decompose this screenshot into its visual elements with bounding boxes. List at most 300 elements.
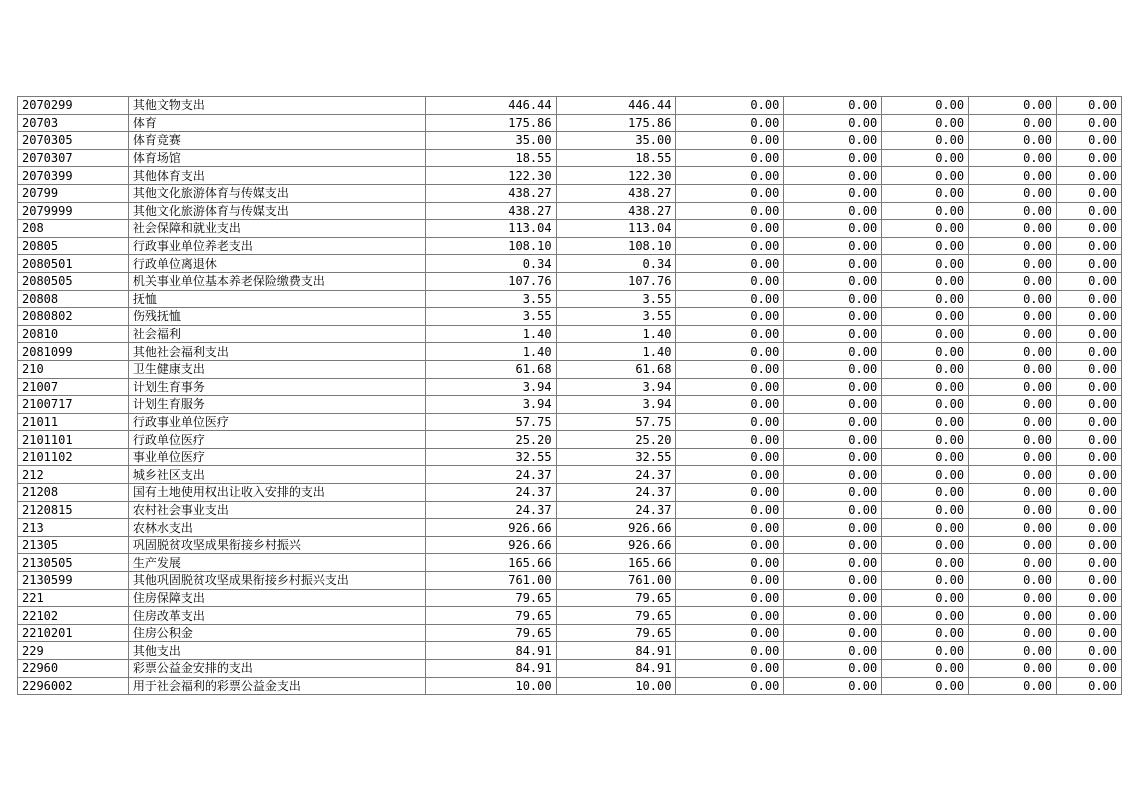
row-value-cell: 61.68 [556, 360, 676, 378]
row-code-cell: 210 [18, 360, 129, 378]
row-value-cell: 0.00 [1056, 484, 1121, 502]
row-value-cell: 0.00 [1056, 272, 1121, 290]
row-value-cell: 0.00 [1056, 660, 1121, 678]
row-value-cell: 0.00 [784, 290, 882, 308]
row-value-cell: 0.00 [969, 184, 1057, 202]
row-value-cell: 0.00 [1056, 360, 1121, 378]
row-value-cell: 0.00 [676, 184, 784, 202]
row-code-cell: 20799 [18, 184, 129, 202]
row-value-cell: 0.34 [425, 255, 556, 273]
table-row [18, 466, 1122, 484]
row-value-cell: 0.00 [676, 431, 784, 449]
row-value-cell: 0.00 [676, 572, 784, 590]
row-value-cell: 0.00 [882, 448, 969, 466]
row-code-cell: 2079999 [18, 202, 129, 220]
row-value-cell: 1.40 [556, 343, 676, 361]
row-value-cell: 0.00 [784, 396, 882, 414]
row-value-cell: 0.00 [1056, 396, 1121, 414]
table-row [18, 413, 1122, 431]
table-row [18, 272, 1122, 290]
row-value-cell: 0.00 [784, 237, 882, 255]
row-value-cell: 0.00 [1056, 114, 1121, 132]
row-value-cell: 0.00 [784, 149, 882, 167]
row-value-cell: 3.94 [556, 396, 676, 414]
row-value-cell: 35.00 [556, 132, 676, 150]
row-code-cell: 2101102 [18, 448, 129, 466]
table-row [18, 149, 1122, 167]
row-name-cell: 行政单位离退休 [128, 255, 425, 273]
row-value-cell: 0.00 [784, 378, 882, 396]
row-value-cell: 0.00 [1056, 290, 1121, 308]
row-value-cell: 0.00 [969, 431, 1057, 449]
row-value-cell: 0.00 [676, 132, 784, 150]
row-name-cell: 体育竞赛 [128, 132, 425, 150]
row-name-cell: 社会福利 [128, 325, 425, 343]
row-code-cell: 2100717 [18, 396, 129, 414]
budget-table [17, 96, 1122, 695]
row-value-cell: 122.30 [425, 167, 556, 185]
row-name-cell: 体育 [128, 114, 425, 132]
row-value-cell: 0.00 [784, 184, 882, 202]
row-code-cell: 2081099 [18, 343, 129, 361]
row-value-cell: 0.00 [882, 343, 969, 361]
row-value-cell: 0.00 [1056, 343, 1121, 361]
row-value-cell: 0.00 [784, 501, 882, 519]
row-value-cell: 0.00 [969, 466, 1057, 484]
table-row [18, 202, 1122, 220]
row-value-cell: 0.00 [676, 589, 784, 607]
row-value-cell: 0.00 [1056, 501, 1121, 519]
row-value-cell: 0.00 [969, 642, 1057, 660]
row-value-cell: 0.00 [882, 149, 969, 167]
table-row [18, 624, 1122, 642]
row-value-cell: 438.27 [556, 202, 676, 220]
row-code-cell: 2130505 [18, 554, 129, 572]
row-value-cell: 0.00 [676, 536, 784, 554]
row-value-cell: 0.00 [882, 572, 969, 590]
row-value-cell: 0.00 [784, 589, 882, 607]
row-value-cell: 0.00 [969, 343, 1057, 361]
row-name-cell: 住房保障支出 [128, 589, 425, 607]
row-value-cell: 25.20 [556, 431, 676, 449]
table-row [18, 114, 1122, 132]
table-row [18, 97, 1122, 115]
row-value-cell: 0.00 [784, 624, 882, 642]
row-value-cell: 0.00 [676, 114, 784, 132]
table-row [18, 325, 1122, 343]
row-value-cell: 0.00 [882, 519, 969, 537]
row-value-cell: 0.00 [676, 501, 784, 519]
row-value-cell: 0.00 [676, 607, 784, 625]
row-name-cell: 行政事业单位医疗 [128, 413, 425, 431]
row-value-cell: 3.55 [556, 308, 676, 326]
row-value-cell: 0.00 [882, 677, 969, 695]
row-value-cell: 24.37 [425, 484, 556, 502]
row-value-cell: 0.00 [676, 255, 784, 273]
row-value-cell: 0.00 [969, 607, 1057, 625]
row-value-cell: 0.00 [882, 484, 969, 502]
row-value-cell: 79.65 [556, 607, 676, 625]
row-name-cell: 彩票公益金安排的支出 [128, 660, 425, 678]
row-value-cell: 0.00 [676, 660, 784, 678]
row-code-cell: 2210201 [18, 624, 129, 642]
row-value-cell: 0.00 [1056, 519, 1121, 537]
row-value-cell: 0.00 [676, 677, 784, 695]
row-value-cell: 0.00 [784, 431, 882, 449]
row-value-cell: 0.00 [1056, 413, 1121, 431]
row-value-cell: 0.00 [676, 97, 784, 115]
row-value-cell: 0.00 [1056, 167, 1121, 185]
row-value-cell: 0.00 [1056, 589, 1121, 607]
row-value-cell: 0.00 [882, 536, 969, 554]
row-code-cell: 208 [18, 220, 129, 238]
row-code-cell: 20810 [18, 325, 129, 343]
row-code-cell: 212 [18, 466, 129, 484]
row-value-cell: 108.10 [425, 237, 556, 255]
row-value-cell: 0.00 [676, 343, 784, 361]
row-name-cell: 巩固脱贫攻坚成果衔接乡村振兴 [128, 536, 425, 554]
table-row [18, 484, 1122, 502]
row-value-cell: 79.65 [556, 624, 676, 642]
row-value-cell: 0.00 [882, 114, 969, 132]
row-value-cell: 0.00 [784, 202, 882, 220]
row-value-cell: 0.00 [969, 255, 1057, 273]
row-value-cell: 926.66 [425, 536, 556, 554]
row-value-cell: 0.00 [969, 660, 1057, 678]
row-value-cell: 0.00 [969, 396, 1057, 414]
row-code-cell: 20805 [18, 237, 129, 255]
row-value-cell: 0.00 [784, 519, 882, 537]
row-value-cell: 0.00 [969, 308, 1057, 326]
row-name-cell: 机关事业单位基本养老保险缴费支出 [128, 272, 425, 290]
row-value-cell: 0.00 [969, 448, 1057, 466]
row-value-cell: 0.00 [882, 607, 969, 625]
row-code-cell: 21305 [18, 536, 129, 554]
row-value-cell: 0.00 [882, 642, 969, 660]
row-value-cell: 3.55 [425, 290, 556, 308]
row-value-cell: 0.00 [969, 501, 1057, 519]
table-row [18, 220, 1122, 238]
table-row [18, 607, 1122, 625]
row-value-cell: 25.20 [425, 431, 556, 449]
row-name-cell: 抚恤 [128, 290, 425, 308]
row-name-cell: 农村社会事业支出 [128, 501, 425, 519]
row-value-cell: 10.00 [425, 677, 556, 695]
row-code-cell: 2080501 [18, 255, 129, 273]
row-value-cell: 175.86 [425, 114, 556, 132]
row-code-cell: 2070307 [18, 149, 129, 167]
row-value-cell: 0.00 [882, 132, 969, 150]
row-value-cell: 0.00 [784, 448, 882, 466]
row-name-cell: 计划生育服务 [128, 396, 425, 414]
row-value-cell: 24.37 [425, 466, 556, 484]
row-value-cell: 32.55 [556, 448, 676, 466]
table-row [18, 554, 1122, 572]
row-value-cell: 10.00 [556, 677, 676, 695]
row-value-cell: 0.00 [882, 220, 969, 238]
row-value-cell: 107.76 [556, 272, 676, 290]
row-value-cell: 0.00 [882, 466, 969, 484]
row-value-cell: 0.00 [882, 554, 969, 572]
row-name-cell: 城乡社区支出 [128, 466, 425, 484]
row-code-cell: 21208 [18, 484, 129, 502]
row-value-cell: 0.00 [784, 255, 882, 273]
row-name-cell: 其他文化旅游体育与传媒支出 [128, 202, 425, 220]
row-value-cell: 0.00 [882, 624, 969, 642]
row-code-cell: 20808 [18, 290, 129, 308]
row-name-cell: 其他文物支出 [128, 97, 425, 115]
table-row [18, 290, 1122, 308]
row-name-cell: 住房公积金 [128, 624, 425, 642]
row-value-cell: 0.34 [556, 255, 676, 273]
row-value-cell: 84.91 [425, 660, 556, 678]
row-code-cell: 2080802 [18, 308, 129, 326]
row-value-cell: 0.00 [969, 378, 1057, 396]
row-name-cell: 国有土地使用权出让收入安排的支出 [128, 484, 425, 502]
row-value-cell: 0.00 [784, 484, 882, 502]
row-value-cell: 1.40 [425, 343, 556, 361]
row-value-cell: 0.00 [676, 167, 784, 185]
row-value-cell: 0.00 [1056, 237, 1121, 255]
row-name-cell: 农林水支出 [128, 519, 425, 537]
row-value-cell: 0.00 [676, 396, 784, 414]
row-value-cell: 3.55 [425, 308, 556, 326]
row-code-cell: 20703 [18, 114, 129, 132]
row-value-cell: 0.00 [676, 624, 784, 642]
row-name-cell: 事业单位医疗 [128, 448, 425, 466]
row-value-cell: 165.66 [425, 554, 556, 572]
table-row [18, 184, 1122, 202]
row-value-cell: 0.00 [784, 308, 882, 326]
row-name-cell: 卫生健康支出 [128, 360, 425, 378]
row-value-cell: 0.00 [882, 184, 969, 202]
row-value-cell: 0.00 [882, 431, 969, 449]
row-value-cell: 0.00 [1056, 448, 1121, 466]
row-code-cell: 2070299 [18, 97, 129, 115]
row-value-cell: 446.44 [425, 97, 556, 115]
row-value-cell: 24.37 [556, 466, 676, 484]
row-value-cell: 0.00 [676, 554, 784, 572]
row-value-cell: 0.00 [882, 97, 969, 115]
row-code-cell: 22960 [18, 660, 129, 678]
row-value-cell: 0.00 [784, 642, 882, 660]
row-value-cell: 0.00 [969, 325, 1057, 343]
row-value-cell: 3.55 [556, 290, 676, 308]
row-value-cell: 438.27 [556, 184, 676, 202]
row-name-cell: 生产发展 [128, 554, 425, 572]
row-value-cell: 0.00 [969, 167, 1057, 185]
row-value-cell: 0.00 [969, 149, 1057, 167]
row-value-cell: 0.00 [676, 220, 784, 238]
row-name-cell: 用于社会福利的彩票公益金支出 [128, 677, 425, 695]
row-value-cell: 24.37 [556, 501, 676, 519]
row-value-cell: 3.94 [425, 396, 556, 414]
row-name-cell: 住房改革支出 [128, 607, 425, 625]
row-value-cell: 0.00 [969, 572, 1057, 590]
row-value-cell: 0.00 [784, 132, 882, 150]
row-value-cell: 0.00 [676, 202, 784, 220]
row-value-cell: 0.00 [784, 660, 882, 678]
row-value-cell: 24.37 [425, 501, 556, 519]
row-name-cell: 伤残抚恤 [128, 308, 425, 326]
row-value-cell: 0.00 [882, 360, 969, 378]
row-value-cell: 24.37 [556, 484, 676, 502]
row-value-cell: 0.00 [676, 448, 784, 466]
row-value-cell: 0.00 [1056, 624, 1121, 642]
row-value-cell: 84.91 [556, 660, 676, 678]
row-value-cell: 926.66 [556, 536, 676, 554]
row-value-cell: 0.00 [1056, 97, 1121, 115]
row-value-cell: 446.44 [556, 97, 676, 115]
row-value-cell: 0.00 [676, 484, 784, 502]
row-value-cell: 0.00 [969, 589, 1057, 607]
row-value-cell: 107.76 [425, 272, 556, 290]
row-value-cell: 0.00 [1056, 677, 1121, 695]
row-code-cell: 2070399 [18, 167, 129, 185]
row-value-cell: 0.00 [969, 132, 1057, 150]
row-code-cell: 21007 [18, 378, 129, 396]
row-value-cell: 0.00 [969, 290, 1057, 308]
row-name-cell: 其他文化旅游体育与传媒支出 [128, 184, 425, 202]
row-value-cell: 0.00 [1056, 431, 1121, 449]
row-value-cell: 35.00 [425, 132, 556, 150]
table-row [18, 396, 1122, 414]
row-value-cell: 0.00 [784, 167, 882, 185]
row-value-cell: 926.66 [556, 519, 676, 537]
row-value-cell: 0.00 [784, 220, 882, 238]
row-value-cell: 79.65 [425, 607, 556, 625]
row-name-cell: 行政事业单位养老支出 [128, 237, 425, 255]
row-value-cell: 0.00 [784, 466, 882, 484]
row-value-cell: 926.66 [425, 519, 556, 537]
table-row [18, 237, 1122, 255]
row-value-cell: 0.00 [676, 466, 784, 484]
row-value-cell: 0.00 [882, 501, 969, 519]
row-value-cell: 0.00 [784, 572, 882, 590]
row-value-cell: 0.00 [784, 607, 882, 625]
row-value-cell: 0.00 [676, 519, 784, 537]
table-row [18, 343, 1122, 361]
row-value-cell: 0.00 [784, 325, 882, 343]
row-value-cell: 0.00 [969, 360, 1057, 378]
row-value-cell: 0.00 [1056, 466, 1121, 484]
row-value-cell: 0.00 [1056, 554, 1121, 572]
table-row [18, 501, 1122, 519]
row-value-cell: 79.65 [556, 589, 676, 607]
row-value-cell: 122.30 [556, 167, 676, 185]
row-value-cell: 0.00 [969, 237, 1057, 255]
row-value-cell: 32.55 [425, 448, 556, 466]
row-value-cell: 0.00 [784, 272, 882, 290]
table-row [18, 642, 1122, 660]
row-value-cell: 0.00 [1056, 308, 1121, 326]
row-value-cell: 79.65 [425, 589, 556, 607]
row-value-cell: 0.00 [882, 237, 969, 255]
row-value-cell: 0.00 [969, 554, 1057, 572]
row-value-cell: 0.00 [784, 360, 882, 378]
row-value-cell: 0.00 [784, 413, 882, 431]
row-value-cell: 0.00 [882, 272, 969, 290]
row-value-cell: 113.04 [556, 220, 676, 238]
row-value-cell: 3.94 [425, 378, 556, 396]
row-name-cell: 其他巩固脱贫攻坚成果衔接乡村振兴支出 [128, 572, 425, 590]
table-row [18, 677, 1122, 695]
row-value-cell: 0.00 [1056, 607, 1121, 625]
row-value-cell: 0.00 [676, 325, 784, 343]
row-name-cell: 其他社会福利支出 [128, 343, 425, 361]
row-name-cell: 体育场馆 [128, 149, 425, 167]
table-row [18, 572, 1122, 590]
row-value-cell: 0.00 [784, 97, 882, 115]
row-value-cell: 0.00 [969, 484, 1057, 502]
row-value-cell: 0.00 [676, 149, 784, 167]
row-code-cell: 2101101 [18, 431, 129, 449]
row-value-cell: 0.00 [882, 325, 969, 343]
row-value-cell: 0.00 [784, 554, 882, 572]
row-name-cell: 其他支出 [128, 642, 425, 660]
row-value-cell: 0.00 [882, 290, 969, 308]
row-value-cell: 0.00 [1056, 149, 1121, 167]
row-value-cell: 0.00 [882, 589, 969, 607]
row-name-cell: 社会保障和就业支出 [128, 220, 425, 238]
table-row [18, 167, 1122, 185]
row-value-cell: 0.00 [784, 677, 882, 695]
row-value-cell: 0.00 [1056, 255, 1121, 273]
row-value-cell: 1.40 [425, 325, 556, 343]
row-value-cell: 0.00 [676, 642, 784, 660]
row-value-cell: 0.00 [969, 97, 1057, 115]
row-code-cell: 22102 [18, 607, 129, 625]
table-row [18, 132, 1122, 150]
row-code-cell: 2120815 [18, 501, 129, 519]
row-name-cell: 其他体育支出 [128, 167, 425, 185]
row-value-cell: 0.00 [1056, 184, 1121, 202]
table-row [18, 660, 1122, 678]
table-row [18, 519, 1122, 537]
row-code-cell: 213 [18, 519, 129, 537]
row-code-cell: 2070305 [18, 132, 129, 150]
row-value-cell: 0.00 [882, 396, 969, 414]
row-value-cell: 57.75 [556, 413, 676, 431]
row-value-cell: 84.91 [556, 642, 676, 660]
table-row [18, 360, 1122, 378]
row-value-cell: 0.00 [969, 677, 1057, 695]
table-row [18, 589, 1122, 607]
row-value-cell: 0.00 [882, 660, 969, 678]
row-value-cell: 0.00 [1056, 642, 1121, 660]
row-value-cell: 0.00 [1056, 378, 1121, 396]
row-value-cell: 0.00 [969, 220, 1057, 238]
row-value-cell: 79.65 [425, 624, 556, 642]
row-value-cell: 0.00 [676, 378, 784, 396]
row-code-cell: 21011 [18, 413, 129, 431]
row-value-cell: 0.00 [784, 536, 882, 554]
row-code-cell: 221 [18, 589, 129, 607]
row-value-cell: 0.00 [882, 255, 969, 273]
row-code-cell: 2296002 [18, 677, 129, 695]
row-value-cell: 0.00 [1056, 202, 1121, 220]
row-value-cell: 438.27 [425, 184, 556, 202]
table-row [18, 378, 1122, 396]
row-value-cell: 0.00 [676, 360, 784, 378]
row-value-cell: 0.00 [676, 237, 784, 255]
row-value-cell: 61.68 [425, 360, 556, 378]
row-value-cell: 165.66 [556, 554, 676, 572]
row-value-cell: 0.00 [676, 413, 784, 431]
row-value-cell: 0.00 [1056, 220, 1121, 238]
row-value-cell: 0.00 [969, 413, 1057, 431]
table-row [18, 308, 1122, 326]
